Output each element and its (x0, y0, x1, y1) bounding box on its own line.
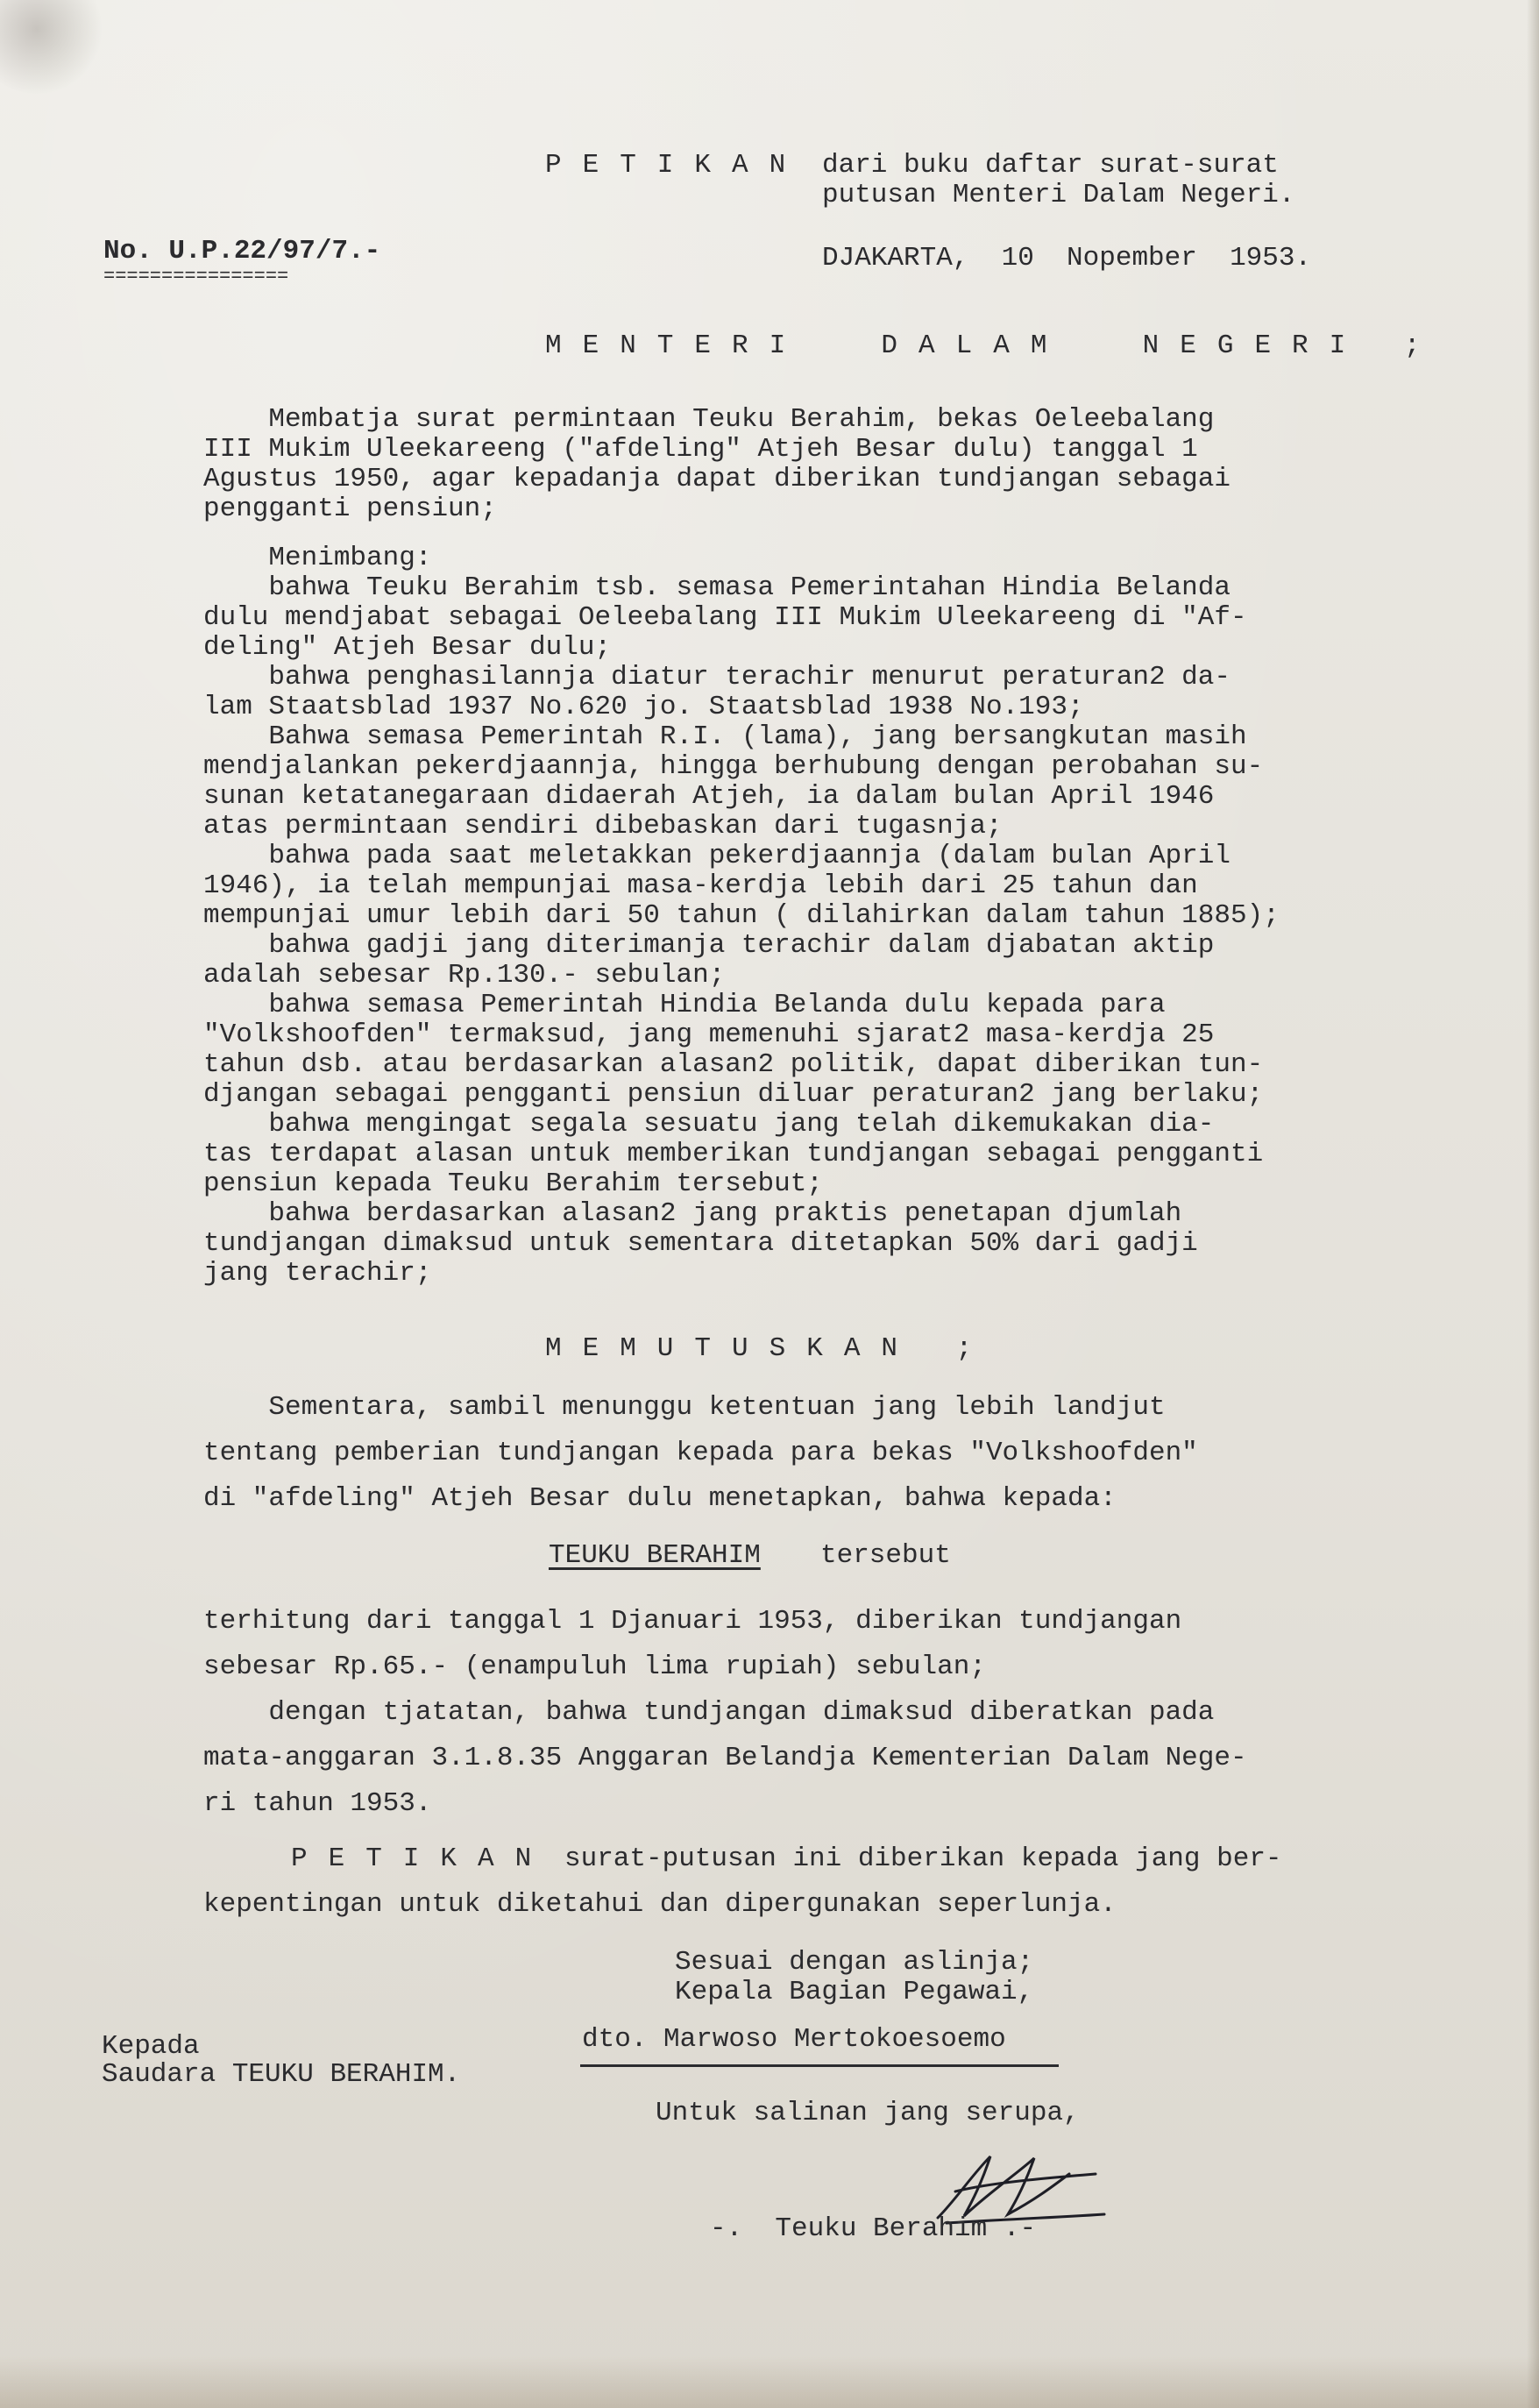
opening-paragraph (203, 405, 1395, 524)
source-line-1: dari buku daftar surat-surat (822, 150, 1279, 181)
consideration-line: mempunjai umur lebih dari 50 tahun ( dilahirkan dalam tahun 1885); (203, 900, 1280, 931)
consideration-line: bahwa gadji jang diterimanja terachir dalam djabatan aktip (203, 930, 1215, 961)
decision-body-line: mata-anggaran 3.1.8.35 Anggaran Belandja Kementerian Dalam Nege- (203, 1743, 1247, 1773)
issuer-title: MENTERI DALAM NEGERI ; (545, 330, 1442, 361)
decision-body (203, 1599, 1395, 1827)
attestation-line-1: Sesuai dengan aslinja; (675, 1947, 1034, 1978)
opening-line: pengganti pensiun; (203, 494, 497, 524)
paper-stain (0, 0, 123, 96)
recipient-suffix: tersebut (820, 1540, 951, 1571)
consideration-line: pensiun kepada Teuku Berahim tersebut; (203, 1168, 823, 1199)
document-number-underline: ================ (103, 266, 289, 288)
consideration-line: Bahwa semasa Pemerintah R.I. (lama), jang bersangkutan masih (203, 721, 1247, 752)
consideration-line: jang terachir; (203, 1258, 432, 1289)
consideration-line: 1946), ia telah mempunjai masa-kerdja lebih dari 25 tahun dan (203, 870, 1198, 901)
decision-line: Sementara, sambil menunggu ketentuan jang lebih landjut (203, 1392, 1166, 1423)
consideration-line: dulu mendjabat sebagai Oeleebalang III Mukim Uleekareeng di "Af- (203, 602, 1247, 633)
decision-body-line: sebesar Rp.65.- (enampuluh lima rupiah) sebulan; (203, 1652, 986, 1682)
decision-heading: MEMUTUSKAN ; (545, 1333, 994, 1364)
opening-line: III Mukim Uleekareeng ("afdeling" Atjeh Besar dulu) tanggal 1 (203, 434, 1198, 465)
consideration-line: djangan sebagai pengganti pensiun diluar peraturan2 jang berlaku; (203, 1079, 1264, 1110)
consideration-line: tundjangan dimaksud untuk sementara ditetapkan 50% dari gadji (203, 1228, 1198, 1259)
consideration-line: lam Staatsblad 1937 No.620 jo. Staatsblad 1938 No.193; (203, 692, 1084, 722)
consideration-line: bahwa penghasilannja diatur terachir menurut peraturan2 da- (203, 662, 1230, 693)
petikan-heading: PETIKAN (545, 150, 807, 181)
copy-note: Untuk salinan jang serupa, (656, 2098, 1080, 2128)
consideration-line: adalah sebesar Rp.130.- sebulan; (203, 960, 726, 991)
closing-petikan: PETIKAN (291, 1843, 553, 1874)
addressee-line-1: Kepada (102, 2031, 200, 2062)
decision-line: di "afdeling" Atjeh Besar dulu menetapkan, bahwa kepada: (203, 1483, 1117, 1514)
attestation-signer: dto. Marwoso Mertokoesoemo (582, 2024, 1006, 2055)
signer-underline (580, 2064, 1059, 2067)
paper-edge (1527, 0, 1539, 2408)
source-line-2: putusan Menteri Dalam Negeri. (822, 180, 1295, 210)
consideration-line: mendjalankan pekerdjaannja, hingga berhubung dengan perobahan su- (203, 751, 1264, 782)
consideration-line: deling" Atjeh Besar dulu; (203, 632, 612, 663)
consideration-line: bahwa berdasarkan alasan2 jang praktis penetapan djumlah (203, 1198, 1182, 1229)
attestation-line-2: Kepala Bagian Pegawai, (675, 1977, 1034, 2007)
consideration-line: atas permintaan sendiri dibebaskan dari tugasnja; (203, 811, 1003, 842)
consideration-line: tahun dsb. atau berdasarkan alasan2 politik, dapat diberikan tun- (203, 1049, 1264, 1080)
place-date: DJAKARTA, 10 Nopember 1953. (822, 243, 1312, 273)
decision-intro (203, 1385, 1395, 1522)
closing-line-1: surat-putusan ini diberikan kepada jang ber- (564, 1843, 1282, 1874)
decision-body-line: terhitung dari tanggal 1 Djanuari 1953, diberikan tundjangan (203, 1606, 1182, 1637)
document-number: No. U.P.22/97/7.- (103, 236, 381, 266)
closing-line-2: kepentingan untuk diketahui dan dipergunakan seperlunja. (203, 1889, 1117, 1920)
opening-line: Agustus 1950, agar kepadanja dapat diberikan tundjangan sebagai (203, 464, 1230, 494)
decision-body-line: dengan tjatatan, bahwa tundjangan dimaksud diberatkan pada (203, 1697, 1215, 1728)
consideration-line: sunan ketatanegaraan didaerah Atjeh, ia dalam bulan April 1946 (203, 781, 1215, 812)
consideration-line: tas terdapat alasan untuk memberikan tundjangan sebagai pengganti (203, 1139, 1264, 1169)
consideration-line: bahwa Teuku Berahim tsb. semasa Pemerintahan Hindia Belanda (203, 572, 1230, 603)
considerations (203, 543, 1395, 1289)
consideration-line: "Volkshoofden" termaksud, jang memenuhi sjarat2 masa-kerdja 25 (203, 1019, 1215, 1050)
paper-edge-bottom (0, 2355, 1539, 2408)
consideration-line: Menimbang: (203, 543, 432, 573)
recipient-name: TEUKU BERAHIM (549, 1540, 761, 1571)
copy-signer: -. Teuku Berahim .- (710, 2213, 1037, 2244)
decision-line: tentang pemberian tundjangan kepada para bekas "Volkshoofden" (203, 1438, 1198, 1468)
decision-body-line: ri tahun 1953. (203, 1788, 432, 1819)
opening-line: Membatja surat permintaan Teuku Berahim, bekas Oeleebalang (203, 404, 1215, 435)
consideration-line: bahwa pada saat meletakkan pekerdjaannja (dalam bulan April (203, 841, 1230, 871)
consideration-line: bahwa mengingat segala sesuatu jang telah dikemukakan dia- (203, 1109, 1215, 1140)
addressee-line-2: Saudara TEUKU BERAHIM. (102, 2059, 461, 2090)
consideration-line: bahwa semasa Pemerintah Hindia Belanda dulu kepada para (203, 990, 1166, 1020)
